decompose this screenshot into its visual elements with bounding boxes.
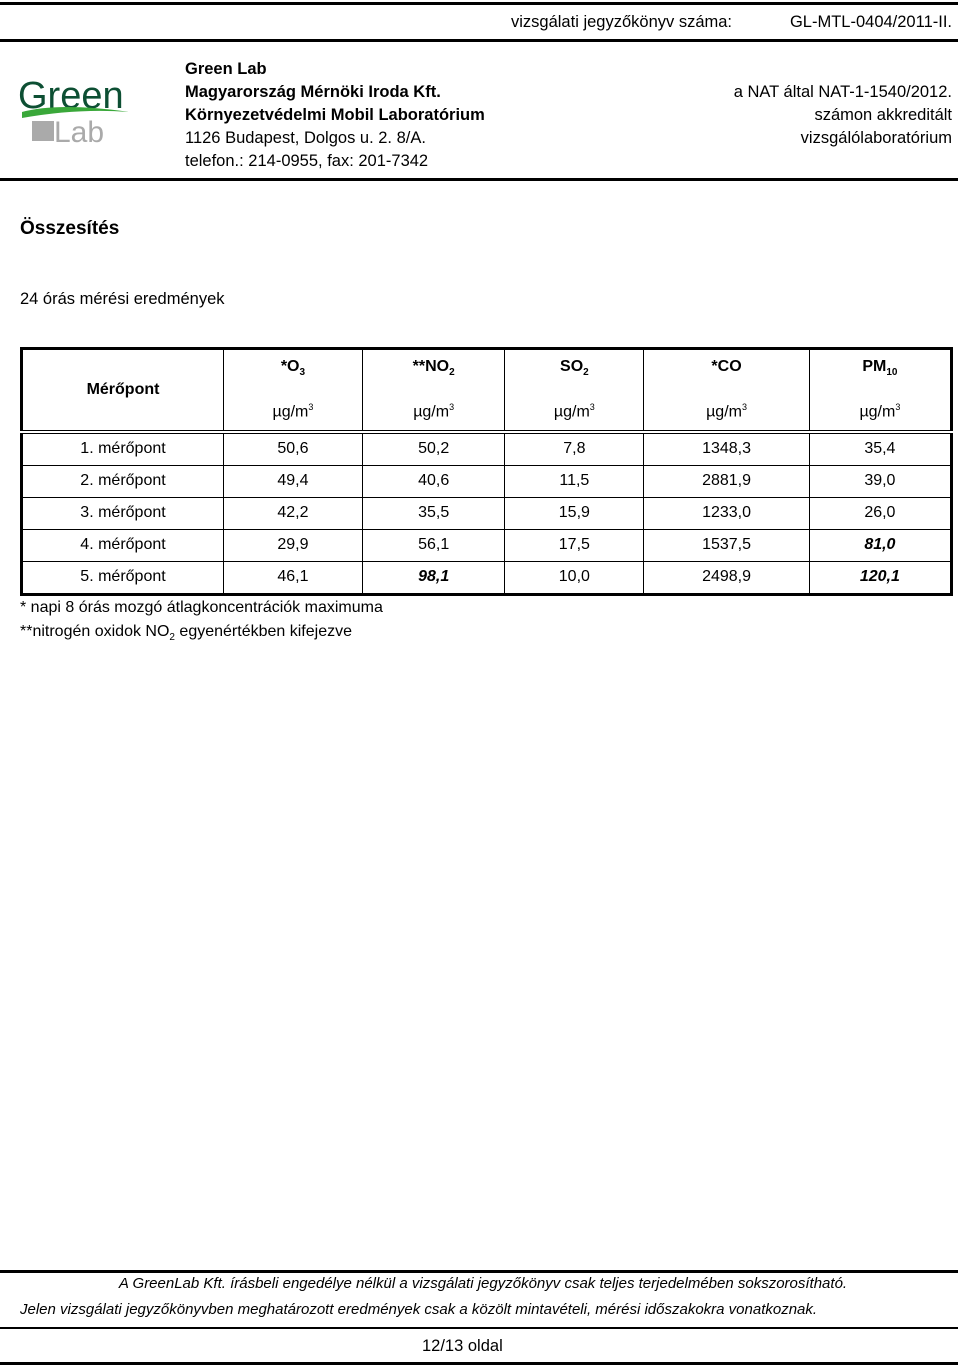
cell-value: 7,8 [505, 432, 644, 466]
table-row [22, 432, 952, 466]
svg-text:Green: Green [18, 75, 124, 117]
subtitle: 24 órás mérési eredmények [20, 290, 225, 308]
greenlab-logo [18, 74, 136, 146]
company-name: Green Lab [185, 60, 267, 78]
row-label: 4. mérőpont [22, 529, 224, 561]
accreditation-line: vizsgálólaboratórium [800, 129, 952, 147]
column-header: *CO $\mu g/m^3$ [644, 349, 809, 432]
footer-disclaimer: Jelen vizsgálati jegyzőkönyvben meghatározott eredmények csak a közölt mintavételi, mérési időszakokra vonatkoznak. [20, 1301, 818, 1318]
table-row [22, 465, 952, 497]
row-label: 1. mérőpont [22, 432, 224, 466]
cell-value: 50,6 [224, 432, 363, 466]
cell-value: 120,1 [809, 561, 951, 594]
divider [0, 178, 958, 181]
cell-value: 98,1 [362, 561, 505, 594]
lab-name: Környezetvédelmi Mobil Laboratórium [185, 106, 485, 124]
table-row [22, 497, 952, 529]
page-number: 12/13 oldal [422, 1337, 503, 1355]
footer-copyright: A GreenLab Kft. írásbeli engedélye nélkül a vizsgálati jegyzőkönyv csak teljes terjedelmében sokszorosítható. [118, 1275, 848, 1292]
cell-value: 1348,3 [644, 432, 809, 466]
divider [0, 2, 958, 5]
cell-value: 50,2 [362, 432, 505, 466]
accreditation-line: a NAT által NAT-1-1540/2012. [733, 83, 952, 101]
cell-value: 49,4 [224, 465, 363, 497]
cell-value: 26,0 [809, 497, 951, 529]
cell-value: 15,9 [505, 497, 644, 529]
report-label: vizsgálati jegyzőkönyv száma: [511, 13, 733, 31]
accreditation [734, 81, 952, 150]
cell-value: 40,6 [362, 465, 505, 497]
column-header: Mérőpont [22, 349, 224, 432]
table-row [22, 561, 952, 594]
results-table [20, 347, 953, 596]
cell-value: 56,1 [362, 529, 505, 561]
row-label: 2. mérőpont [22, 465, 224, 497]
accreditation-line: számon akkreditált [814, 106, 952, 124]
cell-value: 39,0 [809, 465, 951, 497]
cell-value: 10,0 [505, 561, 644, 594]
cell-value: 1233,0 [644, 497, 809, 529]
cell-value: 81,0 [809, 529, 951, 561]
note: * napi 8 órás mozgó átlagkoncentrációk maximuma [20, 599, 383, 616]
cell-value: 35,4 [809, 432, 951, 466]
column-header: $*O_3$ $\mu g/m^3$ [224, 349, 363, 432]
cell-value: 17,5 [505, 529, 644, 561]
column-header: $PM_{10}$ $\mu g/m^3$ [809, 349, 951, 432]
company-legal-name: Magyarország Mérnöki Iroda Kft. [185, 83, 441, 101]
divider [0, 1327, 958, 1329]
divider [0, 1362, 958, 1365]
cell-value: 35,5 [362, 497, 505, 529]
cell-value: 1537,5 [644, 529, 809, 561]
row-label: 5. mérőpont [22, 561, 224, 594]
divider [0, 39, 958, 42]
table-row [22, 529, 952, 561]
page-title: Összesítés [20, 218, 120, 239]
column-header: $SO_2$ $\mu g/m^3$ [505, 349, 644, 432]
cell-value: 29,9 [224, 529, 363, 561]
note: **nitrogén oxidok $NO_2$ egyenértékben kifejezve [20, 623, 352, 644]
company-info [185, 58, 485, 173]
address: 1126 Budapest, Dolgos u. 2. 8/A. [185, 129, 426, 147]
phone: telefon.: 214-0955, fax: 201-7342 [185, 152, 429, 170]
notes [20, 596, 383, 650]
cell-value: 46,1 [224, 561, 363, 594]
row-label: 3. mérőpont [22, 497, 224, 529]
cell-value: 11,5 [505, 465, 644, 497]
report-number: GL-MTL-0404/2011-II. [789, 13, 952, 31]
cell-value: 2498,9 [644, 561, 809, 594]
svg-text:Lab: Lab [54, 116, 105, 146]
column-header: $**NO_2$ $\mu g/m^3$ [362, 349, 505, 432]
cell-value: 42,2 [224, 497, 363, 529]
cell-value: 2881,9 [644, 465, 809, 497]
divider [0, 1270, 958, 1273]
